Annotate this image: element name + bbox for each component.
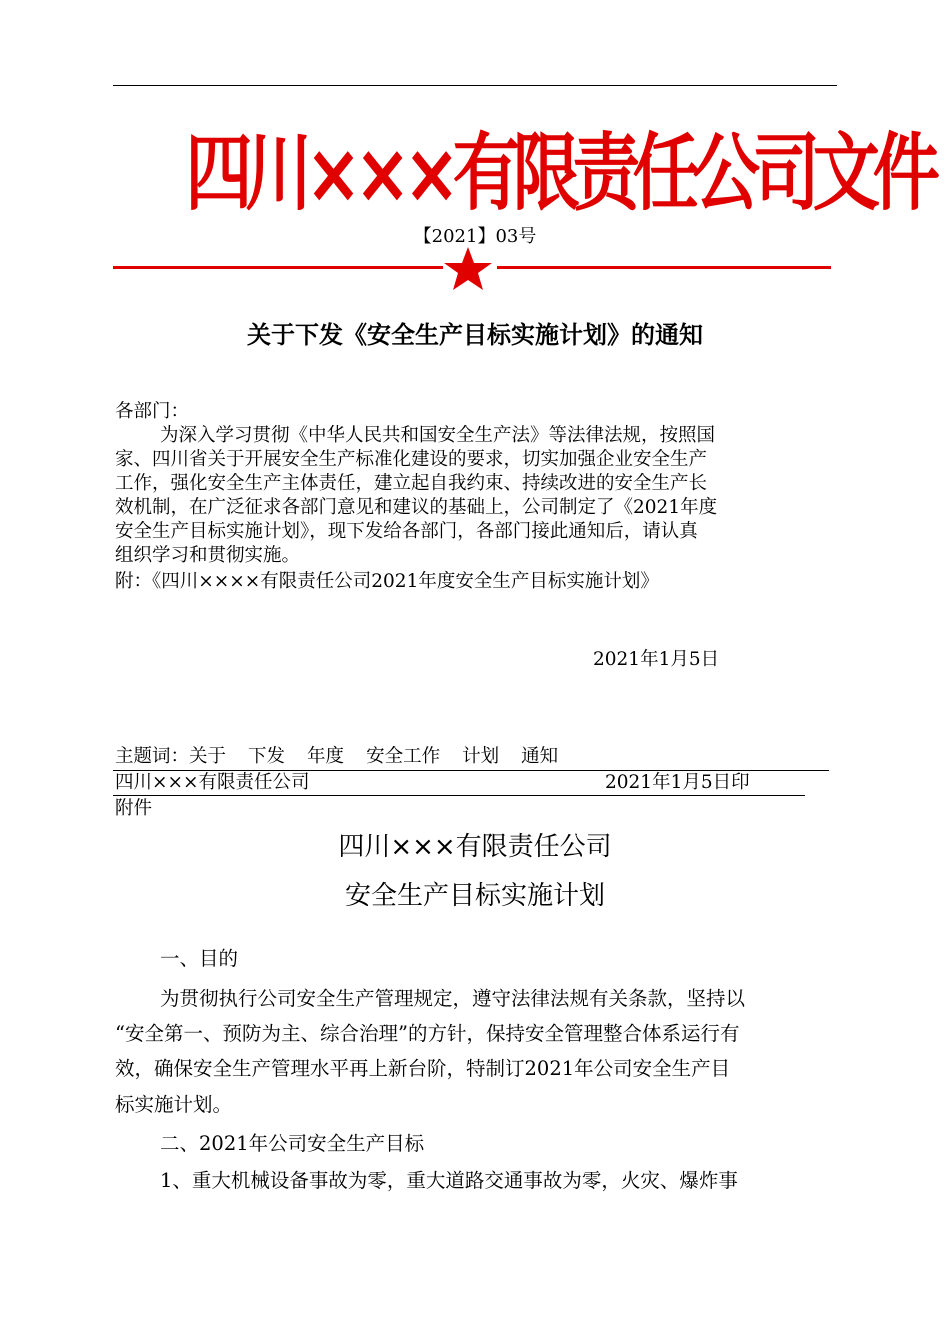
keyword: 年度: [307, 746, 345, 767]
attachment-line: 附：《四川××××有限责任公司2021年度安全生产目标实施计划》: [115, 571, 659, 592]
notice-line: 组织学习和贯彻实施。: [115, 545, 301, 566]
star-icon: [440, 244, 496, 292]
attachment-label: 附件: [115, 798, 153, 819]
notice-line: 家、四川省关于开展安全生产标准化建设的要求，切实加强企业安全生产: [115, 449, 708, 470]
section1-line: “安全第一、预防为主、综合治理”的方针，保持安全管理整合体系运行有: [115, 1022, 740, 1045]
document-number: 【2021】03号: [413, 226, 537, 247]
section1-line: 标实施计划。: [115, 1093, 233, 1116]
section1-heading: 一、目的: [160, 947, 239, 970]
notice-line: 为深入学习贯彻《中华人民共和国安全生产法》等法律法规，按照国: [160, 425, 716, 446]
notice-date: 2021年1月5日: [593, 649, 720, 670]
keywords-label: 主题词：: [115, 746, 190, 767]
print-date: 2021年1月5日印: [605, 772, 750, 793]
plan-company: 四川×××有限责任公司: [338, 832, 612, 862]
notice-line: 安全生产目标实施计划》，现下发给各部门，各部门接此通知后，请认真: [115, 521, 698, 542]
keyword: 关于: [189, 746, 227, 767]
issuer-underline: [113, 795, 805, 796]
keyword: 下发: [248, 746, 286, 767]
notice-line: 工作，强化安全生产主体责任，建立起自我约束、持续改进的安全生产长: [115, 473, 708, 494]
issuer: 四川×××有限责任公司: [115, 772, 310, 793]
keyword: 安全工作: [366, 746, 441, 767]
plan-title: 安全生产目标实施计划: [344, 881, 605, 911]
keyword: 计划: [462, 746, 500, 767]
red-rule-right: [497, 266, 831, 269]
section1-line: 为贯彻执行公司安全生产管理规定，遵守法律法规有关条款，坚持以: [160, 987, 746, 1010]
section1-line: 效，确保安全生产管理水平再上新台阶，特制订2021年公司安全生产目: [115, 1057, 731, 1080]
notice-title: 关于下发《安全生产目标实施计划》的通知: [247, 321, 703, 349]
section2-item: 1、重大机械设备事故为零，重大道路交通事故为零，火灾、爆炸事: [160, 1169, 738, 1192]
masthead-title: 四川×××有限责任公司文件: [185, 124, 933, 222]
keyword: 通知: [521, 746, 559, 767]
section2-heading: 二、2021年公司安全生产目标: [160, 1132, 425, 1155]
salutation: 各部门：: [115, 401, 190, 422]
top-rule: [113, 85, 837, 86]
keywords-row: [115, 745, 580, 769]
notice-line: 效机制，在广泛征求各部门意见和建议的基础上，公司制定了《2021年度: [115, 497, 718, 518]
red-rule-left: [113, 266, 443, 269]
